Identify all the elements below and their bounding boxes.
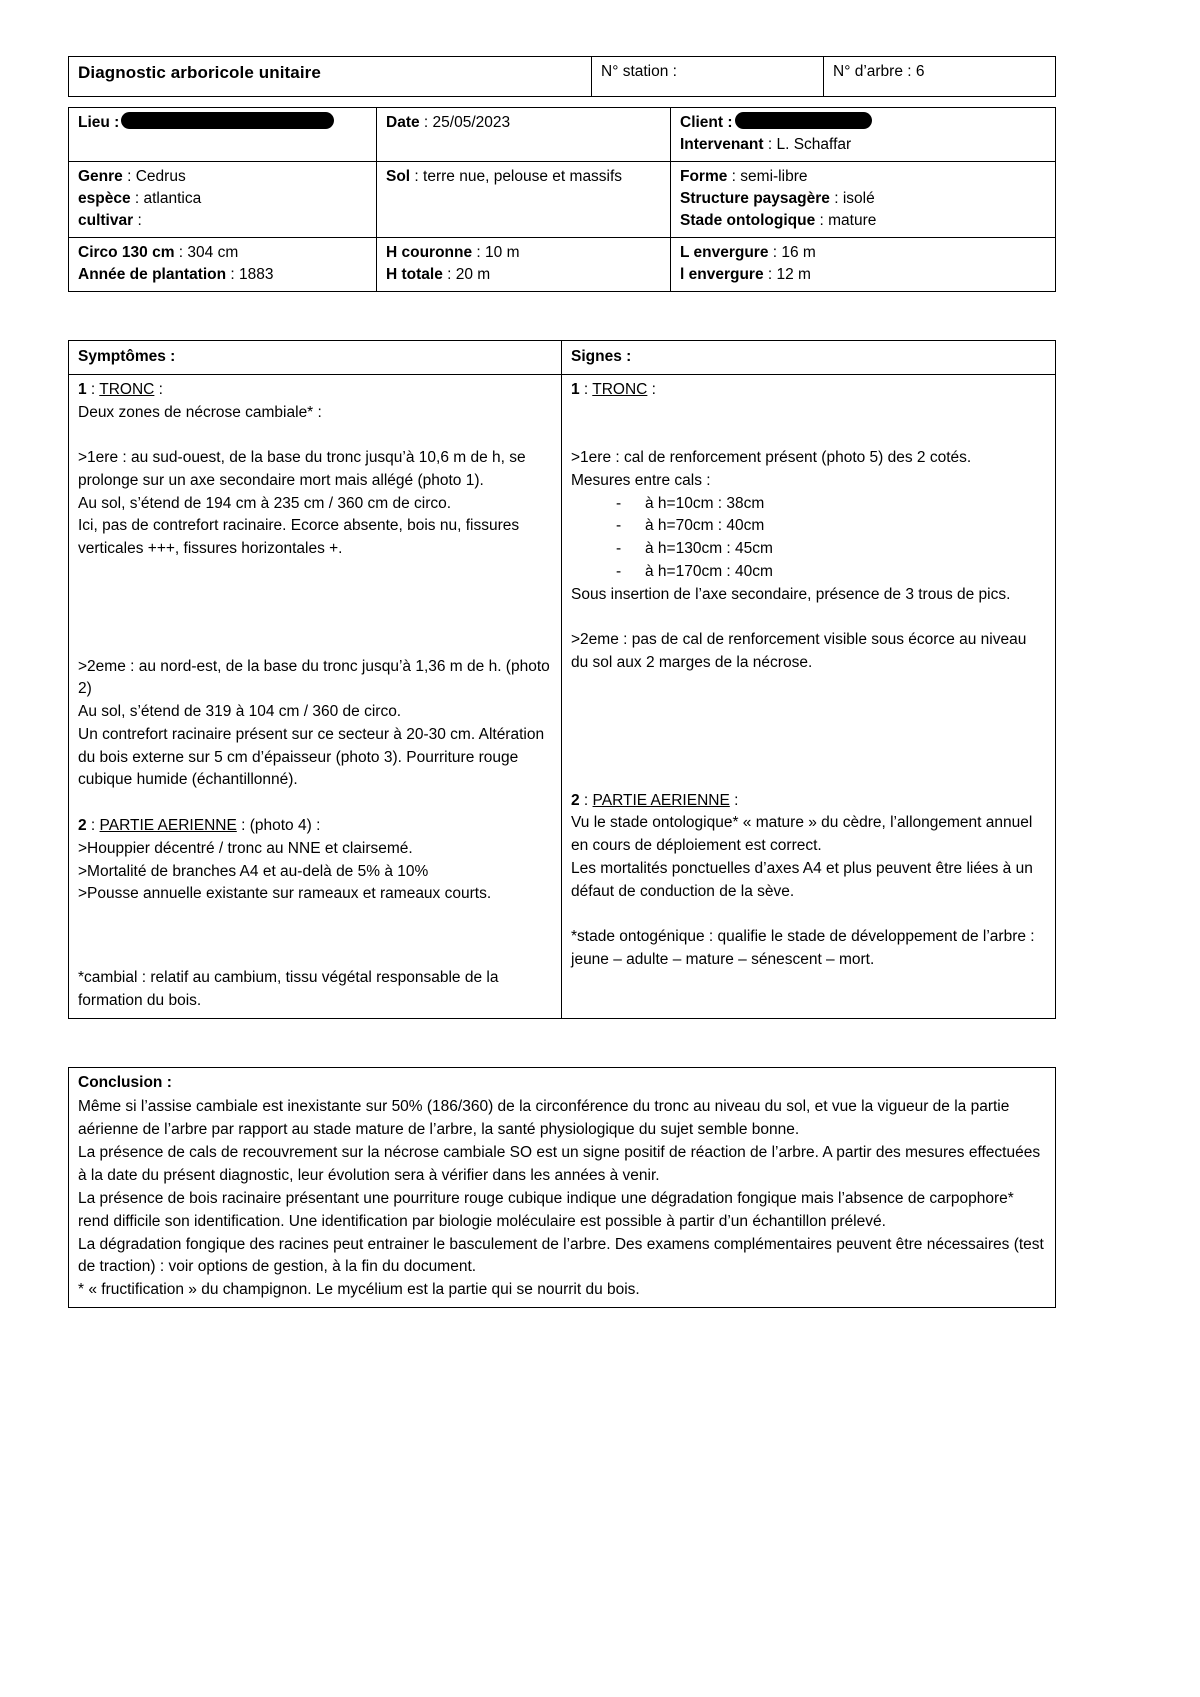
redaction-bar-lieu: [121, 112, 334, 129]
list-item: - à h=70cm : 40cm: [571, 515, 1046, 538]
signes-body-cell: [562, 374, 1056, 1018]
tree-number-cell: [824, 57, 1056, 97]
symptomes-necrose2-line1: >2eme : au nord-est, de la base du tronc jusqu’à 1,36 m de h. (photo 2): [78, 657, 550, 698]
header-title-table: [68, 56, 1056, 97]
signes-section2-title: PARTIE AERIENNE: [592, 791, 730, 809]
spacer: [571, 904, 1046, 927]
symptomes-section2-number: 2: [78, 817, 87, 835]
signes-header-cell: [562, 341, 1056, 375]
l-envergure-min-line: l envergure : 12 m: [680, 266, 811, 283]
conclusion-section: [68, 1067, 1136, 1308]
h-couronne-line: H couronne : 10 m: [386, 244, 520, 261]
spacer: [571, 675, 1046, 790]
conclusion-paragraph-4: La dégradation fongique des racines peut entrainer le basculement de l’arbre. Des examens complémentaires peuvent être nécessaires (test de traction) : voir options de gestion, à la fin du document.: [78, 1235, 1044, 1276]
table-row-headers: [69, 341, 1056, 375]
list-item: - à h=170cm : 40cm: [571, 561, 1046, 584]
spacer: [571, 402, 1046, 448]
conclusion-paragraph-3: La présence de bois racinaire présentant une pourriture rouge cubique indique une dégradation fongique mais l’absence de carpophore* rend difficile son identification. Une identification par biologie moléculaire est possible à partir d’un échantillon prélevé.: [78, 1189, 1014, 1230]
signes-cal2: >2eme : pas de cal de renforcement visible sous écorce au niveau du sol aux 2 marges de la nécrose.: [571, 631, 1027, 672]
symptomes-footnote: *cambial : relatif au cambium, tissu végétal responsable de la formation du bois.: [78, 969, 499, 1010]
date-line: Date : 25/05/2023: [386, 114, 511, 131]
envergure-cell: [671, 238, 1056, 292]
signes-cal1-line2: Mesures entre cals :: [571, 471, 711, 489]
signes-aerienne-line1: Vu le stade ontologique* « mature » du cèdre, l’allongement annuel en cours de déploiement est correct.: [571, 814, 1033, 855]
page-title: Diagnostic arboricole unitaire: [78, 63, 321, 82]
cultivar-line: cultivar :: [78, 212, 142, 229]
symptomes-section2-suffix: : (photo 4) :: [241, 817, 321, 835]
table-row-body: [69, 374, 1056, 1018]
symptomes-section2-title: PARTIE AERIENNE: [99, 817, 237, 835]
signes-aerienne-heading: 2 : PARTIE AERIENNE :: [571, 791, 739, 809]
symptomes-header-cell: [69, 341, 562, 375]
spacer: [78, 424, 552, 447]
signes-cal1-after: Sous insertion de l’axe secondaire, présence de 3 trous de pics.: [571, 585, 1011, 603]
sol-line: Sol : terre nue, pelouse et massifs: [386, 168, 623, 185]
symptomes-header: Symptômes :: [78, 348, 176, 365]
mesures-entre-cals-list: [571, 493, 1046, 584]
symptomes-tronc-heading: 1 : TRONC :: [78, 380, 163, 398]
forme-structure-stade-cell: [671, 162, 1056, 238]
stade-line: Stade ontologique : mature: [680, 212, 877, 229]
signes-section2-suffix: :: [734, 791, 739, 809]
spacer: [78, 561, 552, 656]
conclusion-paragraph-1: Même si l’assise cambiale est inexistante sur 50% (186/360) de la circonférence du tronc au niveau du sol, et vue la vigueur de la partie aérienne de l’arbre par rapport au stade mature de l’arbre, la santé physiologique du sujet semble bonne.: [78, 1097, 1010, 1138]
symptomes-section1-number: 1: [78, 380, 87, 398]
signes-cal1-line1: >1ere : cal de renforcement présent (photo 5) des 2 cotés.: [571, 449, 972, 467]
signes-section1-title: TRONC: [592, 380, 648, 398]
symptomes-necrose1-line2: Au sol, s’étend de 194 cm à 235 cm / 360 cm de circo.: [78, 494, 452, 512]
conclusion-footnote: * « fructification » du champignon. Le mycélium est la partie qui se nourrit du bois.: [78, 1281, 640, 1299]
symptomes-body-cell: [69, 374, 562, 1018]
symptomes-aerienne-heading: 2 : PARTIE AERIENNE : (photo 4) :: [78, 817, 321, 835]
spacer: [571, 607, 1046, 630]
conclusion-title: Conclusion :: [78, 1073, 172, 1091]
conclusion-paragraph-2: La présence de cals de recouvrement sur la nécrose cambiale SO est un signe positif de réaction de l’arbre. A partir des mesures effectuées à la date du présent diagnostic, leur évolution sera à vérifier dans les années à venir.: [78, 1143, 1041, 1184]
symptomes-aerienne-line2: >Mortalité de branches A4 et au-delà de 5% à 10%: [78, 862, 429, 880]
signes-tronc-heading: 1 : TRONC :: [571, 380, 656, 398]
spacer: [78, 906, 552, 967]
redaction-bar-client: [735, 112, 872, 129]
table-row: [69, 1067, 1056, 1307]
genre-line: Genre : Cedrus: [78, 168, 186, 185]
lieu-line: [78, 112, 367, 134]
symptomes-necrose2-line2: Au sol, s’étend de 319 à 104 cm / 360 de circo.: [78, 703, 402, 721]
genre-espece-cultivar-cell: [69, 162, 377, 238]
client-line: [680, 112, 1046, 134]
symptomes-necrose1-line3: Ici, pas de contrefort racinaire. Ecorce absente, bois nu, fissures verticales +++, fissures horizontales +.: [78, 517, 520, 558]
spacer: [78, 792, 552, 815]
symptomes-necrose1-line1: >1ere : au sud-ouest, de la base du tronc jusqu’à 10,6 m de h, se prolonge sur un axe secondaire mort mais allégé (photo 1).: [78, 449, 526, 489]
l-envergure-maj-line: L envergure : 16 m: [680, 244, 816, 261]
h-totale-line: H totale : 20 m: [386, 266, 491, 283]
lieu-label: Lieu :: [78, 114, 120, 131]
lieu-cell: [69, 108, 377, 162]
station-number-cell: [592, 57, 824, 97]
signes-footnote: *stade ontogénique : qualifie le stade de développement de l’arbre : jeune – adulte – mature – sénescent – mort.: [571, 928, 1035, 969]
table-row: [69, 162, 1056, 238]
table-row: [69, 108, 1056, 162]
list-item: - à h=10cm : 38cm: [571, 493, 1046, 516]
intervenant-line: Intervenant : L. Schaffar: [680, 136, 852, 153]
client-cell: [671, 108, 1056, 162]
symptomes-aerienne-line1: >Houppier décentré / tronc au NNE et clairsemé.: [78, 839, 413, 857]
annee-line: Année de plantation : 1883: [78, 266, 274, 283]
espece-line: espèce : atlantica: [78, 190, 202, 207]
table-row: [69, 57, 1056, 97]
signes-aerienne-line2: Les mortalités ponctuelles d’axes A4 et plus peuvent être liées à un défaut de conduction de la sève.: [571, 859, 1033, 900]
tree-identity-table: [68, 107, 1056, 292]
forme-line: Forme : semi-libre: [680, 168, 808, 185]
conclusion-cell: [69, 1067, 1056, 1307]
tree-number-label: N° d’arbre : 6: [833, 63, 925, 80]
document-title-cell: [69, 57, 592, 97]
symptomes-tronc-intro: Deux zones de nécrose cambiale* :: [78, 403, 322, 421]
date-cell: [377, 108, 671, 162]
symptomes-necrose2-line3: Un contrefort racinaire présent sur ce secteur à 20-30 cm. Altération du bois externe sur 5 cm d’épaisseur (photo 3). Pourriture rouge cubique humide (échantillonné).: [78, 725, 545, 789]
symptomes-section1-title: TRONC: [99, 380, 155, 398]
sol-cell: [377, 162, 671, 238]
signes-header: Signes :: [571, 348, 632, 365]
hauteur-cell: [377, 238, 671, 292]
symptomes-aerienne-line3: >Pousse annuelle existante sur rameaux et rameaux courts.: [78, 885, 492, 903]
signes-section2-number: 2: [571, 791, 580, 809]
symptoms-signs-table: [68, 340, 1056, 1019]
structure-line: Structure paysagère : isolé: [680, 190, 875, 207]
list-item: - à h=130cm : 45cm: [571, 538, 1046, 561]
circo-line: Circo 130 cm : 304 cm: [78, 244, 239, 261]
station-number-label: N° station :: [601, 63, 677, 80]
conclusion-table: [68, 1067, 1056, 1308]
table-row: [69, 238, 1056, 292]
symptoms-signs-section: [68, 340, 1136, 1019]
circo-annee-cell: [69, 238, 377, 292]
signes-section1-number: 1: [571, 380, 580, 398]
client-label: Client :: [680, 114, 733, 131]
